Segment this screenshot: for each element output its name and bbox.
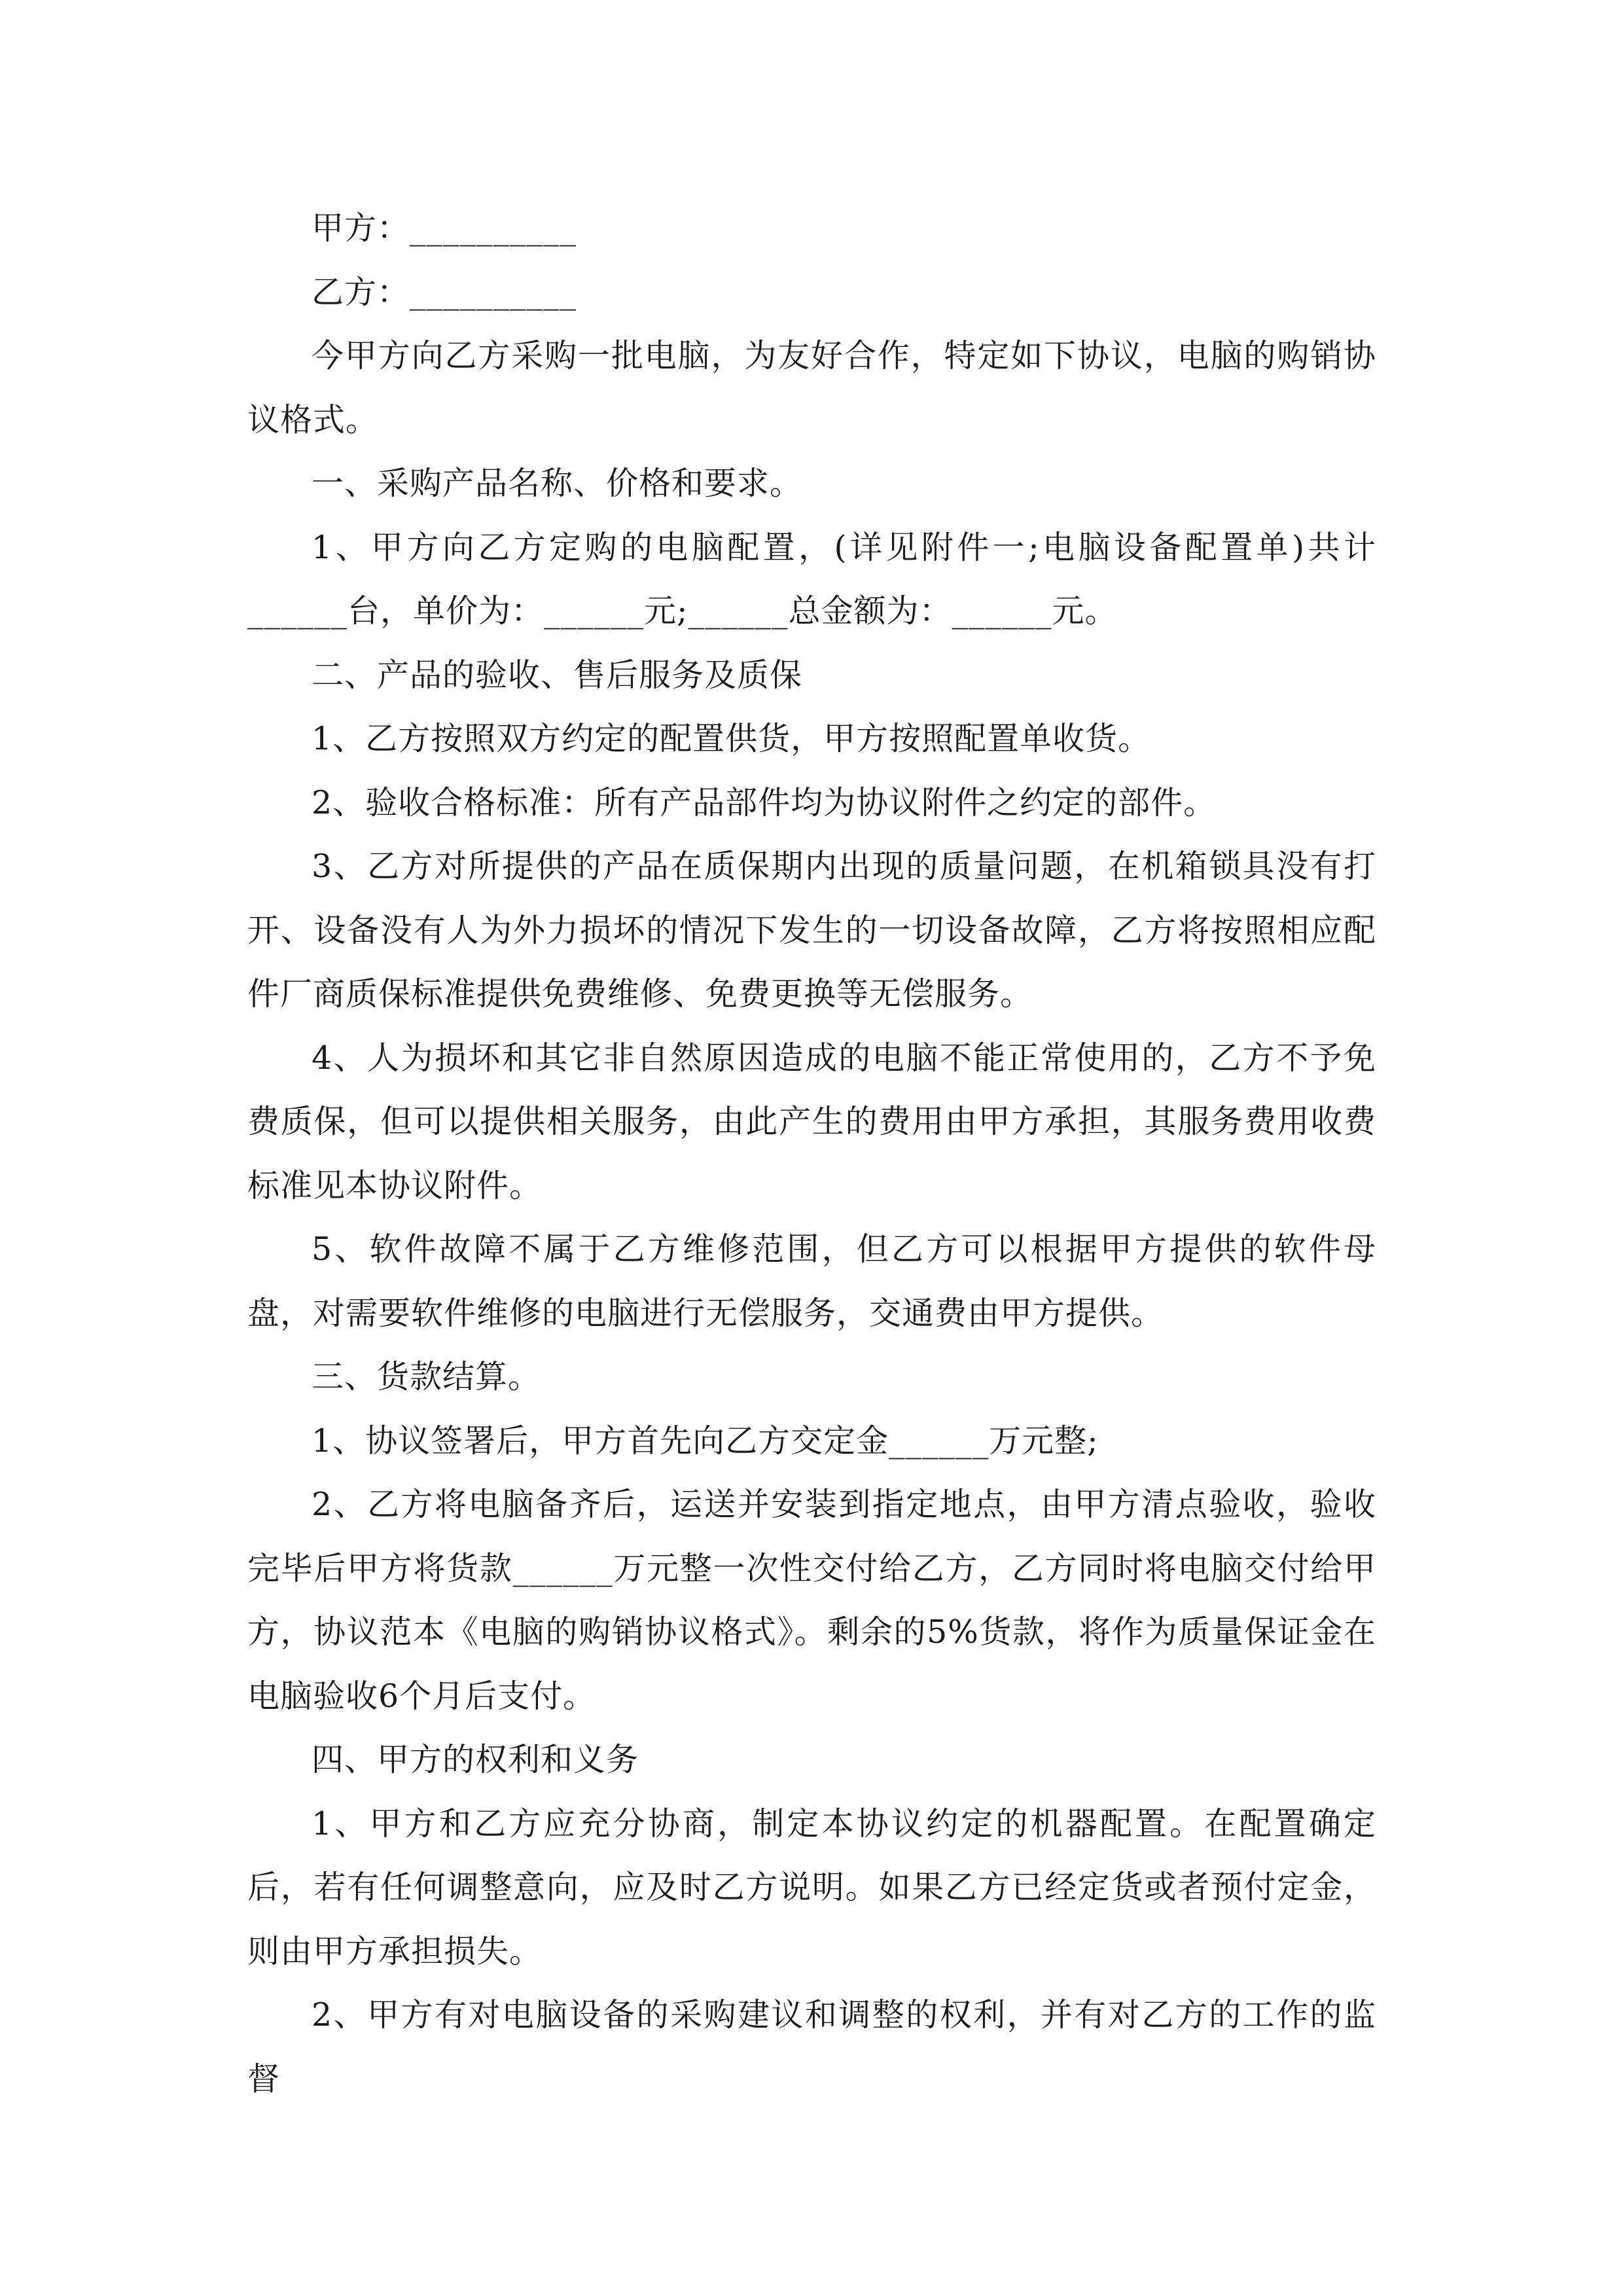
clause-4-1: 1、甲方和乙方应充分协商，制定本协议约定的机器配置。在配置确定后，若有任何调整意向，应及时乙方说明。如果乙方已经定货或者预付定金，则由甲方承担损失。: [247, 1804, 1376, 1970]
section-heading-3: 三、货款结算。: [312, 1358, 541, 1395]
clause-3-1: 1、协议签署后，甲方首先向乙方交定金______万元整;: [312, 1422, 1099, 1460]
clause-2-5: 5、软件故障不属于乙方维修范围，但乙方可以根据甲方提供的软件母盘，对需要软件维修的电脑进行无偿服务，交通费由甲方提供。: [247, 1230, 1376, 1332]
section-heading-4: 四、甲方的权利和义务: [312, 1741, 639, 1778]
document-body: [247, 196, 1376, 2111]
section-heading-2: 二、产品的验收、售后服务及质保: [312, 656, 803, 694]
party-b-line: 乙方：__________: [312, 273, 577, 311]
section-heading-1: 一、采购产品名称、价格和要求。: [312, 465, 803, 502]
clause-2-1: 1、乙方按照双方约定的配置供货，甲方按照配置单收货。: [312, 720, 1151, 757]
clause-4-2: 2、甲方有对电脑设备的采购建议和调整的权利，并有对乙方的工作的监督: [247, 1996, 1376, 2098]
clause-2-2: 2、验收合格标准：所有产品部件均为协议附件之约定的部件。: [312, 783, 1217, 821]
clause-3-2: 2、乙方将电脑备齐后，运送并安装到指定地点，由甲方清点验收，验收完毕后甲方将货款______万元整一次性交付给乙方，乙方同时将电脑交付给甲方，协议范本《电脑的购销协议格式》。剩余的5%货款，将作为质量保证金在电脑验收6个月后支付。: [247, 1486, 1376, 1715]
clause-1-1: 1、甲方向乙方定购的电脑配置，(详见附件一;电脑设备配置单)共计______台，单价为：______元;______总金额为：______元。: [247, 528, 1376, 630]
party-a-line: 甲方：__________: [312, 209, 577, 247]
clause-2-3: 3、乙方对所提供的产品在质保期内出现的质量问题，在机箱锁具没有打开、设备没有人为外力损坏的情况下发生的一切设备故障，乙方将按照相应配件厂商质保标准提供免费维修、免费更换等无偿服务。: [247, 848, 1376, 1013]
intro-paragraph: 今甲方向乙方采购一批电脑，为友好合作，特定如下协议，电脑的购销协议格式。: [247, 337, 1376, 439]
clause-2-4: 4、人为损坏和其它非自然原因造成的电脑不能正常使用的，乙方不予免费质保，但可以提供相关服务，由此产生的费用由甲方承担，其服务费用收费标准见本协议附件。: [247, 1039, 1376, 1204]
